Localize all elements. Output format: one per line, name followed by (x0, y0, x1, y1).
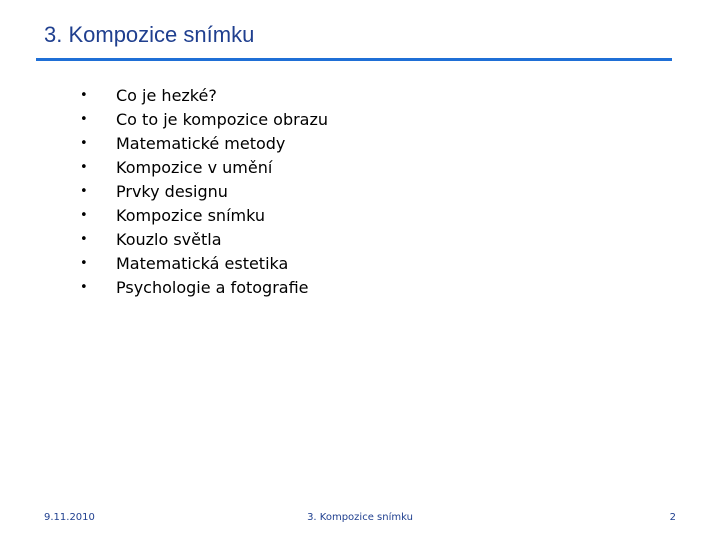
bullet-icon: • (80, 160, 88, 175)
list-item-text: Kouzlo světla (116, 230, 222, 249)
bullet-icon: • (80, 184, 88, 199)
list-item-text: Matematické metody (116, 134, 286, 153)
list-item (76, 108, 328, 132)
list-item (76, 276, 328, 300)
bullet-icon: • (80, 256, 88, 271)
list-item-text: Matematická estetika (116, 254, 289, 273)
list-item-text: Kompozice v umění (116, 158, 273, 177)
bullet-icon: • (80, 112, 88, 127)
bullet-icon: • (80, 88, 88, 103)
list-item (76, 204, 328, 228)
bullet-icon: • (80, 136, 88, 151)
list-item (76, 252, 328, 276)
bullet-list (76, 84, 328, 300)
page-number: 2 (669, 512, 676, 523)
list-item (76, 84, 328, 108)
list-item-text: Co to je kompozice obrazu (116, 110, 329, 129)
list-item (76, 132, 328, 156)
footer-title: 3. Kompozice snímku (307, 512, 413, 523)
list-item (76, 180, 328, 204)
slide-title: 3. Kompozice snímku (44, 22, 255, 47)
list-item-text: Psychologie a fotografie (116, 278, 309, 297)
list-item-text: Kompozice snímku (116, 206, 266, 225)
list-item-text: Co je hezké? (116, 86, 217, 105)
bullet-icon: • (80, 232, 88, 247)
bullet-icon: • (80, 280, 88, 295)
list-item (76, 228, 328, 252)
list-item (76, 156, 328, 180)
list-item-text: Prvky designu (116, 182, 228, 201)
footer-date: 9.11.2010 (44, 512, 95, 523)
bullet-icon: • (80, 208, 88, 223)
title-divider (36, 58, 672, 61)
